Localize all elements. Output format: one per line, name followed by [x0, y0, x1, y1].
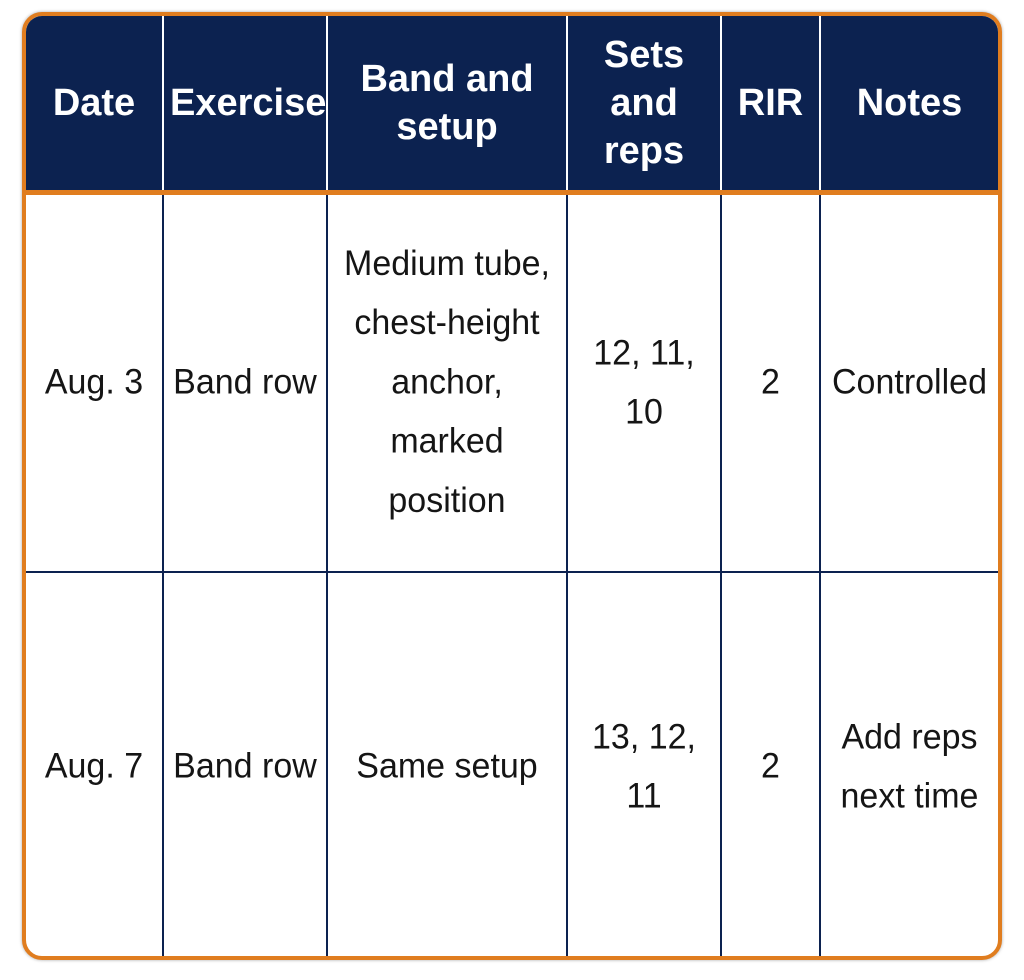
table-row [26, 572, 998, 960]
cell-rir: 2 [721, 184, 820, 579]
cell-date: Aug. 3 [44, 362, 144, 403]
cell-band-setup: Same setup [327, 564, 567, 960]
workout-log-table-frame [22, 12, 1002, 960]
workout-log-table [26, 16, 998, 960]
cell-band-setup: Medium tube, chest-height anchor, marked position [327, 184, 567, 579]
column-header-date: Date [26, 16, 163, 192]
cell-date: Aug. 7 [26, 564, 163, 960]
column-header-exercise: Exercise [163, 16, 327, 192]
column-header-rir: RIR [721, 16, 820, 192]
cell-sets-reps: 12, 11, 10 [567, 184, 721, 579]
cell-exercise: Band row [163, 564, 327, 960]
column-header-notes: Notes [820, 16, 998, 192]
cell-exercise: Band row [163, 184, 327, 579]
cell-rir: 2 [721, 564, 820, 960]
column-header-sets-reps: Sets and reps [567, 16, 721, 192]
table-body [26, 192, 998, 960]
cell-sets-reps: 13, 12, 11 [567, 564, 721, 960]
cell-notes: Controlled [820, 184, 998, 579]
column-header-band-setup: Band and setup [327, 16, 567, 192]
header-row [26, 16, 998, 192]
table-header [26, 16, 998, 192]
cell-notes: Add reps next time [820, 564, 998, 960]
table-row [26, 192, 998, 572]
